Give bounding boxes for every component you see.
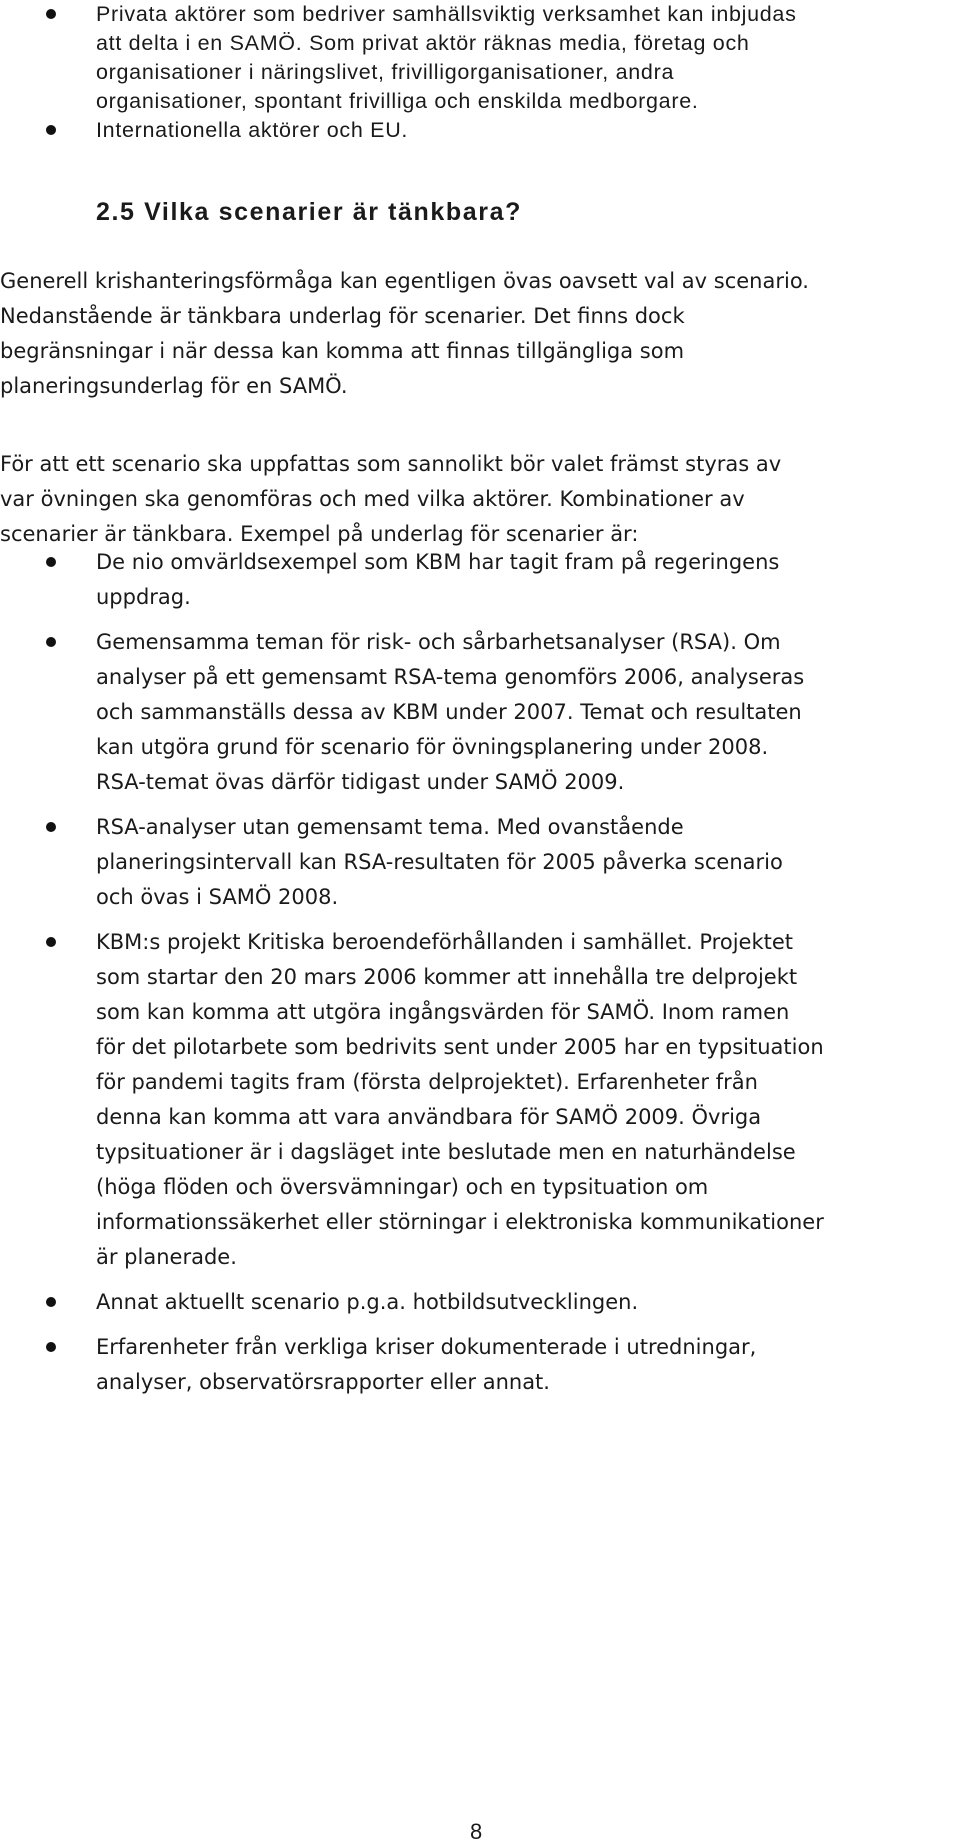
bullet-icon: [46, 9, 56, 19]
list-item-line: typsituationer är i dagsläget inte beslutade men en naturhändelse: [96, 1140, 796, 1164]
list-item-line: Internationella aktörer och EU.: [96, 118, 409, 142]
section-heading: 2.5 Vilka scenarier är tänkbara?: [96, 198, 522, 226]
list-item-line: är planerade.: [96, 1245, 237, 1269]
list-item-line: analyser, observatörsrapporter eller annat.: [96, 1370, 550, 1394]
paragraph-line: planeringsunderlag för en SAMÖ.: [0, 374, 348, 398]
bullet-icon: [46, 557, 56, 567]
paragraph-line: Nedanstående är tänkbara underlag för scenarier. Det finns dock: [0, 304, 685, 328]
list-item-line: och sammanställs dessa av KBM under 2007. Temat och resultaten: [96, 700, 802, 724]
list-item: [0, 925, 950, 1275]
scenario-bullet-list: [0, 545, 950, 1410]
list-item-line: Annat aktuellt scenario p.g.a. hotbildsutvecklingen.: [96, 1290, 639, 1314]
list-item: [0, 1330, 950, 1400]
paragraph-line: var övningen ska genomföras och med vilka aktörer. Kombinationer av: [0, 487, 745, 511]
list-item: [0, 545, 950, 615]
list-item-line: informationssäkerhet eller störningar i elektroniska kommunikationer: [96, 1210, 824, 1234]
list-item-line: Erfarenheter från verkliga kriser dokumenterade i utredningar,: [96, 1335, 757, 1359]
scenario-paragraph: [0, 447, 950, 552]
list-item-line: uppdrag.: [96, 585, 191, 609]
list-item-line: RSA-analyser utan gemensamt tema. Med ovanstående: [96, 815, 684, 839]
list-item: [0, 0, 940, 116]
list-item-line: för det pilotarbete som bedrivits sent under 2005 har en typsituation: [96, 1035, 824, 1059]
intro-paragraph: [0, 264, 950, 404]
bullet-icon: [46, 1297, 56, 1307]
list-item-line: att delta i en SAMÖ. Som privat aktör räknas media, företag och: [96, 31, 750, 55]
list-item-line: KBM:s projekt Kritiska beroendeförhållanden i samhället. Projektet: [96, 930, 794, 954]
list-item-line: som kan komma att utgöra ingångsvärden för SAMÖ. Inom ramen: [96, 1000, 790, 1024]
list-item-line: planeringsintervall kan RSA-resultaten för 2005 påverka scenario: [96, 850, 783, 874]
list-item-line: som startar den 20 mars 2006 kommer att innehålla tre delprojekt: [96, 965, 798, 989]
paragraph-line: Generell krishanteringsförmåga kan egentligen övas oavsett val av scenario.: [0, 269, 809, 293]
list-item-line: och övas i SAMÖ 2008.: [96, 885, 339, 909]
list-item-line: (höga flöden och översvämningar) och en typsituation om: [96, 1175, 709, 1199]
actor-bullet-list: [0, 0, 940, 145]
paragraph-line: För att ett scenario ska uppfattas som sannolikt bör valet främst styras av: [0, 452, 782, 476]
list-item-line: för pandemi tagits fram (första delprojektet). Erfarenheter från: [96, 1070, 758, 1094]
list-item-line: RSA-temat övas därför tidigast under SAMÖ 2009.: [96, 770, 625, 794]
page-number: 8: [470, 1819, 483, 1844]
list-item: [0, 1285, 950, 1320]
bullet-icon: [46, 822, 56, 832]
paragraph-line: begränsningar i när dessa kan komma att finnas tillgängliga som: [0, 339, 685, 363]
paragraph-line: scenarier är tänkbara. Exempel på underlag för scenarier är:: [0, 522, 639, 546]
list-item: [0, 810, 950, 915]
list-item-line: Privata aktörer som bedriver samhällsviktig verksamhet kan inbjudas: [96, 2, 797, 26]
list-item: [0, 116, 940, 145]
list-item-line: Gemensamma teman för risk- och sårbarhetsanalyser (RSA). Om: [96, 630, 781, 654]
bullet-icon: [46, 125, 56, 135]
list-item-line: De nio omvärldsexempel som KBM har tagit fram på regeringens: [96, 550, 780, 574]
list-item-line: kan utgöra grund för scenario för övningsplanering under 2008.: [96, 735, 769, 759]
list-item-line: analyser på ett gemensamt RSA-tema genomförs 2006, analyseras: [96, 665, 805, 689]
list-item: [0, 625, 950, 800]
bullet-icon: [46, 1342, 56, 1352]
bullet-icon: [46, 637, 56, 647]
bullet-icon: [46, 937, 56, 947]
list-item-line: denna kan komma att vara användbara för SAMÖ 2009. Övriga: [96, 1105, 762, 1129]
list-item-line: organisationer, spontant frivilliga och enskilda medborgare.: [96, 89, 699, 113]
list-item-line: organisationer i näringslivet, frivilligorganisationer, andra: [96, 60, 675, 84]
